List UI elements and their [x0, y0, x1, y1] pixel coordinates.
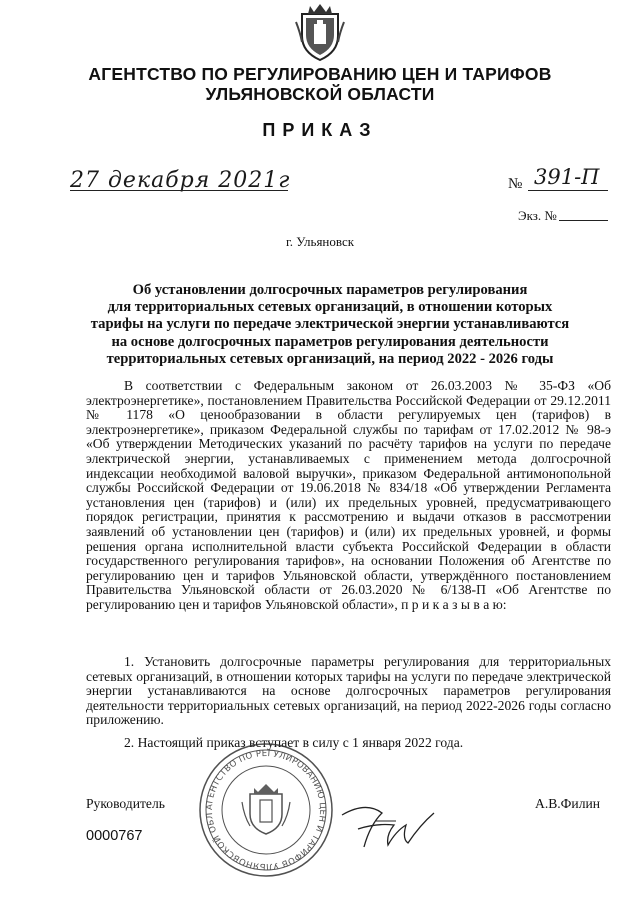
seal-text: АГЕНТСТВО ПО РЕГУЛИРОВАНИЮ ЦЕН И ТАРИФОВ УЛЬЯНОВСКОЙ ОБЛ	[204, 748, 328, 872]
agency-name-line1: АГЕНТСТВО ПО РЕГУЛИРОВАНИЮ ЦЕН И ТАРИФОВ	[88, 64, 552, 84]
copy-number-blank	[559, 220, 608, 221]
coat-of-arms-icon	[292, 2, 348, 62]
order-subject	[40, 282, 620, 368]
preamble-paragraph: В соответствии с Федеральным законом от 26.03.2003 № 35-ФЗ «Об электроэнергетике», постановлением Правительства Российской Федерации от 29.12.2011 № 1178 «О ценообразовании в области регулируемых цен (тарифов) в электроэнергетике», приказом Федеральной службы по тарифам от 17.02.2012 № 98-э «Об утверждении Методических указаний по расчёту тарифов на услуги по передаче электрической энергии, устанавливаемых с применением метода долгосрочной индексации необходимой валовой выручки», приказом Федеральной антимонопольной службы Российской Федерации от 19.06.2018 № 834/18 «Об утверждении Регламента установления цен (тарифов) и (или) их предельных уровней, предусматривающего порядок регистрации, принятия к рассмотрению и выдачи отказов в рассмотрении заявлений об установлении цен (тарифов) и (или) их предельных уровней, и формы решения органа исполнительной власти субъекта Российской Федерации в области государственного регулирования тарифов», на основании Положения об Агентстве по регулированию цен и тарифов Ульяновской области, утверждённого постановлением Правительства Ульяновской области от 26.03.2020 № 6/138-П «Об Агентстве по регулированию цен и тарифов Ульяновской области», п р и к а з ы в а ю:	[86, 378, 611, 612]
order-item-1: 1. Установить долгосрочные параметры регулирования для территориальных сетевых организаций, в отношении которых тарифы на услуги по передаче электрической энергии устанавливаются на основе долгосрочных параметров регулирования деятельности территориальных сетевых организаций, на период 2022-2026 годы согласно приложению.	[86, 654, 611, 728]
number-sign: №	[508, 176, 523, 192]
subject-line: для территориальных сетевых организаций, в отношении которых	[107, 299, 553, 316]
handwritten-signature	[336, 795, 456, 855]
document-type-title: ПРИКАЗ	[262, 120, 378, 140]
agency-name-line2: УЛЬЯНОВСКОЙ ОБЛАСТИ	[205, 84, 435, 104]
signatory-title: Руководитель	[86, 796, 165, 811]
svg-text:АГЕНТСТВО ПО РЕГУЛИРОВАНИЮ ЦЕН	[198, 742, 327, 871]
form-serial-number: 0000767	[86, 828, 143, 844]
signatory-name: А.В.Филин	[535, 796, 601, 811]
order-number: 391-П	[534, 165, 600, 189]
copy-number-label: Экз. №	[518, 208, 557, 223]
order-item-2: 2. Настоящий приказ вступает в силу с 1 января 2022 года.	[124, 735, 464, 750]
subject-line: Об установлении долгосрочных параметров регулирования	[132, 282, 528, 298]
date-underline	[70, 190, 288, 192]
subject-line: территориальных сетевых организаций, на период 2022 - 2026 годы	[106, 350, 554, 367]
number-underline	[528, 190, 608, 191]
city: г. Ульяновск	[285, 234, 355, 249]
order-date: 27 декабря 2021г	[70, 168, 291, 193]
subject-line: на основе долгосрочных параметров регулирования деятельности	[111, 333, 549, 350]
official-seal-icon	[198, 742, 334, 878]
subject-line: тарифы на услуги по передаче электрической энергии устанавливаются	[90, 316, 570, 333]
